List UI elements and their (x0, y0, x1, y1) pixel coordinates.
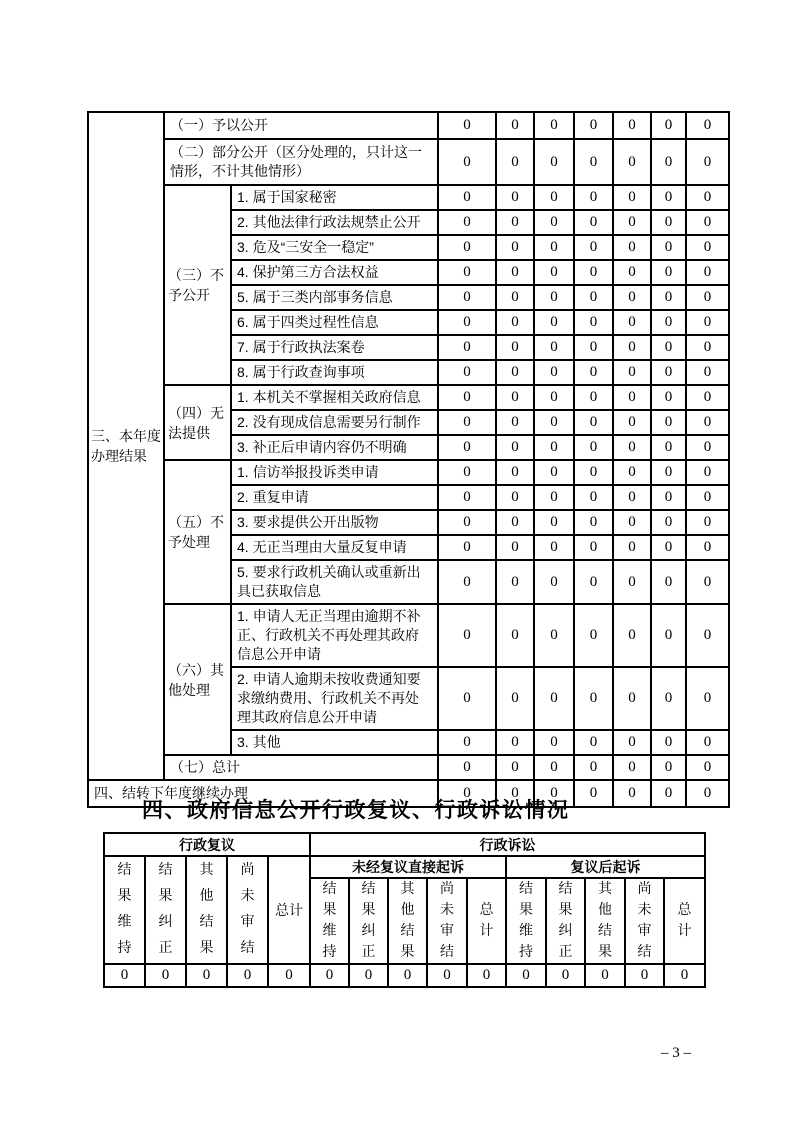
value-cell: 0 (227, 964, 268, 987)
value-cell: 0 (534, 210, 574, 235)
group-header-after-review-suit: 复议后起诉 (506, 856, 705, 878)
group-header-review: 行政复议 (104, 833, 310, 856)
column-header (625, 878, 664, 964)
value-cell: 0 (651, 604, 686, 667)
column-header-label: 结果维持 (322, 882, 337, 960)
value-cell: 0 (438, 755, 496, 780)
value-cell: 0 (613, 285, 651, 310)
value-cell: 0 (613, 560, 651, 604)
value-cell: 0 (613, 235, 651, 260)
column-header (145, 856, 186, 964)
column-header (467, 878, 506, 964)
value-cell: 0 (613, 410, 651, 435)
column-header-label: 总计 (479, 903, 494, 939)
value-cell: 0 (686, 385, 729, 410)
row-label: 3. 危及“三安全一稳定” (231, 235, 438, 260)
value-cell: 0 (651, 112, 686, 139)
value-cell: 0 (651, 730, 686, 755)
column-header-label: 结果纠正 (361, 882, 376, 960)
value-cell: 0 (496, 285, 534, 310)
value-cell: 0 (534, 112, 574, 139)
value-cell: 0 (574, 755, 613, 780)
column-header (310, 878, 349, 964)
column-header (349, 878, 388, 964)
value-cell: 0 (651, 755, 686, 780)
value-cell: 0 (651, 235, 686, 260)
value-cell: 0 (574, 535, 613, 560)
value-cell: 0 (686, 730, 729, 755)
row-label: 1. 属于国家秘密 (231, 185, 438, 210)
value-cell: 0 (613, 139, 651, 185)
value-cell: 0 (438, 139, 496, 185)
value-cell: 0 (574, 385, 613, 410)
column-header (585, 878, 625, 964)
value-cell: 0 (534, 560, 574, 604)
row-label: 1. 本机关不掌握相关政府信息 (231, 385, 438, 410)
column-header-label: 结果维持 (117, 863, 132, 956)
value-cell: 0 (574, 139, 613, 185)
row-label: （一）予以公开 (164, 112, 438, 139)
value-cell: 0 (651, 139, 686, 185)
value-cell: 0 (496, 460, 534, 485)
section-label: （三）不予公开 (164, 185, 231, 385)
column-header (388, 878, 427, 964)
value-cell: 0 (438, 310, 496, 335)
table-row (88, 112, 729, 139)
value-cell: 0 (686, 112, 729, 139)
column-header-label: 结果纠正 (558, 882, 573, 960)
value-cell: 0 (574, 730, 613, 755)
group-header-litigation: 行政诉讼 (310, 833, 705, 856)
column-header (427, 878, 467, 964)
value-cell: 0 (651, 510, 686, 535)
value-cell: 0 (613, 460, 651, 485)
value-cell: 0 (574, 335, 613, 360)
table-row (88, 604, 729, 667)
table-row (88, 185, 729, 210)
value-cell: 0 (686, 335, 729, 360)
value-cell: 0 (686, 139, 729, 185)
table-row (104, 833, 705, 856)
column-header (104, 856, 145, 964)
value-cell: 0 (427, 964, 467, 987)
value-cell: 0 (613, 335, 651, 360)
column-header-label: 总计 (275, 904, 304, 919)
column-header (664, 878, 705, 964)
value-cell: 0 (613, 385, 651, 410)
value-cell: 0 (651, 335, 686, 360)
value-cell: 0 (574, 112, 613, 139)
value-cell: 0 (534, 360, 574, 385)
value-cell: 0 (534, 310, 574, 335)
row-label: 1. 信访举报投诉类申请 (231, 460, 438, 485)
column-header (546, 878, 585, 964)
value-cell: 0 (438, 360, 496, 385)
value-cell: 0 (613, 755, 651, 780)
value-cell: 0 (506, 964, 546, 987)
value-cell: 0 (613, 360, 651, 385)
value-cell: 0 (574, 560, 613, 604)
value-cell: 0 (534, 185, 574, 210)
section-label: （四）无法提供 (164, 385, 231, 460)
value-cell: 0 (651, 410, 686, 435)
value-cell: 0 (534, 385, 574, 410)
row-label: 3. 补正后申请内容仍不明确 (231, 435, 438, 460)
value-cell: 0 (104, 964, 145, 987)
value-cell: 0 (574, 410, 613, 435)
row-label: 5. 要求行政机关确认或重新出具已获取信息 (231, 560, 438, 604)
value-cell: 0 (186, 964, 227, 987)
value-cell: 0 (574, 460, 613, 485)
value-cell: 0 (686, 604, 729, 667)
page-number: – 3 – (661, 1045, 691, 1061)
row-label: 8. 属于行政查询事项 (231, 360, 438, 385)
row-label: 1. 申请人无正当理由逾期不补正、行政机关不再处理其政府信息公开申请 (231, 604, 438, 667)
value-cell: 0 (613, 730, 651, 755)
value-cell: 0 (574, 667, 613, 730)
value-cell: 0 (613, 535, 651, 560)
row-label: 3. 要求提供公开出版物 (231, 510, 438, 535)
column-header (268, 856, 310, 964)
value-cell: 0 (438, 260, 496, 285)
value-cell: 0 (585, 964, 625, 987)
value-cell: 0 (613, 510, 651, 535)
value-cell: 0 (613, 210, 651, 235)
value-cell: 0 (534, 285, 574, 310)
value-cell: 0 (438, 535, 496, 560)
row-label: 2. 没有现成信息需要另行制作 (231, 410, 438, 435)
value-cell: 0 (686, 285, 729, 310)
group-header-direct-suit: 未经复议直接起诉 (310, 856, 506, 878)
value-cell: 0 (686, 210, 729, 235)
value-cell: 0 (349, 964, 388, 987)
value-cell: 0 (268, 964, 310, 987)
row-label: （二）部分公开（区分处理的，只计这一情形，不计其他情形） (164, 139, 438, 185)
review-litigation-table (103, 832, 706, 988)
value-cell: 0 (496, 139, 534, 185)
value-cell: 0 (496, 410, 534, 435)
value-cell: 0 (574, 510, 613, 535)
value-cell: 0 (574, 604, 613, 667)
row-label: 4. 无正当理由大量反复申请 (231, 535, 438, 560)
value-cell: 0 (534, 435, 574, 460)
value-cell: 0 (651, 460, 686, 485)
value-cell: 0 (686, 485, 729, 510)
value-cell: 0 (496, 185, 534, 210)
table-row (104, 964, 705, 987)
value-cell: 0 (613, 604, 651, 667)
value-cell: 0 (496, 667, 534, 730)
column-header-label: 结果纠正 (158, 863, 173, 956)
section-title: 四、政府信息公开行政复议、行政诉讼情况 (142, 799, 570, 822)
value-cell: 0 (438, 285, 496, 310)
value-cell: 0 (651, 260, 686, 285)
value-cell: 0 (686, 560, 729, 604)
value-cell: 0 (438, 604, 496, 667)
annual-results-table (87, 111, 730, 808)
column-header-label: 尚未审结 (440, 882, 455, 960)
value-cell: 0 (686, 535, 729, 560)
value-cell: 0 (686, 460, 729, 485)
column-header-label: 结果维持 (519, 882, 534, 960)
value-cell: 0 (496, 604, 534, 667)
value-cell: 0 (651, 185, 686, 210)
value-cell: 0 (534, 755, 574, 780)
value-cell: 0 (534, 485, 574, 510)
value-cell: 0 (534, 780, 574, 807)
value-cell: 0 (534, 730, 574, 755)
row-group-label: 三、本年度办理结果 (88, 112, 164, 780)
value-cell: 0 (438, 235, 496, 260)
value-cell: 0 (651, 780, 686, 807)
column-header (506, 878, 546, 964)
value-cell: 0 (438, 185, 496, 210)
value-cell: 0 (438, 560, 496, 604)
value-cell: 0 (574, 260, 613, 285)
value-cell: 0 (496, 535, 534, 560)
section-label: （六）其他处理 (164, 604, 231, 755)
value-cell: 0 (651, 360, 686, 385)
row-label: 5. 属于三类内部事务信息 (231, 285, 438, 310)
value-cell: 0 (686, 435, 729, 460)
table-row (88, 460, 729, 485)
value-cell: 0 (496, 730, 534, 755)
row-label: 2. 重复申请 (231, 485, 438, 510)
column-header-label: 其他结果 (598, 882, 613, 960)
value-cell: 0 (686, 780, 729, 807)
value-cell: 0 (651, 560, 686, 604)
value-cell: 0 (546, 964, 585, 987)
value-cell: 0 (613, 780, 651, 807)
value-cell: 0 (438, 410, 496, 435)
column-header-label: 总计 (677, 903, 692, 939)
value-cell: 0 (613, 485, 651, 510)
row-label: 2. 申请人逾期未按收费通知要求缴纳费用、行政机关不再处理其政府信息公开申请 (231, 667, 438, 730)
value-cell: 0 (613, 260, 651, 285)
column-header (227, 856, 268, 964)
value-cell: 0 (651, 535, 686, 560)
value-cell: 0 (613, 185, 651, 210)
value-cell: 0 (438, 510, 496, 535)
value-cell: 0 (625, 964, 664, 987)
value-cell: 0 (496, 560, 534, 604)
value-cell: 0 (574, 285, 613, 310)
value-cell: 0 (613, 667, 651, 730)
value-cell: 0 (438, 667, 496, 730)
value-cell: 0 (686, 667, 729, 730)
value-cell: 0 (496, 335, 534, 360)
row-label: 7. 属于行政执法案卷 (231, 335, 438, 360)
table-row (88, 755, 729, 780)
value-cell: 0 (496, 360, 534, 385)
value-cell: 0 (686, 510, 729, 535)
value-cell: 0 (496, 210, 534, 235)
value-cell: 0 (438, 485, 496, 510)
value-cell: 0 (310, 964, 349, 987)
table-row (88, 385, 729, 410)
row-label: 四、结转下年度继续办理 (88, 780, 438, 807)
value-cell: 0 (651, 385, 686, 410)
value-cell: 0 (686, 235, 729, 260)
column-header (186, 856, 227, 964)
value-cell: 0 (574, 210, 613, 235)
row-label: 2. 其他法律行政法规禁止公开 (231, 210, 438, 235)
value-cell: 0 (651, 485, 686, 510)
value-cell: 0 (534, 410, 574, 435)
row-label: （七）总计 (164, 755, 438, 780)
value-cell: 0 (467, 964, 506, 987)
value-cell: 0 (388, 964, 427, 987)
value-cell: 0 (534, 510, 574, 535)
value-cell: 0 (686, 260, 729, 285)
row-label: 6. 属于四类过程性信息 (231, 310, 438, 335)
value-cell: 0 (574, 485, 613, 510)
value-cell: 0 (574, 435, 613, 460)
section-label: （五）不予处理 (164, 460, 231, 604)
value-cell: 0 (496, 780, 534, 807)
value-cell: 0 (574, 360, 613, 385)
value-cell: 0 (438, 112, 496, 139)
value-cell: 0 (534, 235, 574, 260)
value-cell: 0 (651, 210, 686, 235)
value-cell: 0 (534, 604, 574, 667)
value-cell: 0 (496, 510, 534, 535)
column-header-label: 其他结果 (400, 882, 415, 960)
value-cell: 0 (534, 335, 574, 360)
value-cell: 0 (686, 755, 729, 780)
value-cell: 0 (438, 780, 496, 807)
value-cell: 0 (534, 535, 574, 560)
value-cell: 0 (496, 435, 534, 460)
value-cell: 0 (534, 260, 574, 285)
value-cell: 0 (534, 139, 574, 185)
column-header-label: 其他结果 (199, 863, 214, 956)
value-cell: 0 (438, 730, 496, 755)
table-row (88, 139, 729, 185)
value-cell: 0 (686, 410, 729, 435)
value-cell: 0 (496, 310, 534, 335)
value-cell: 0 (496, 485, 534, 510)
value-cell: 0 (438, 385, 496, 410)
column-header-label: 尚未审结 (240, 863, 255, 956)
value-cell: 0 (438, 210, 496, 235)
table-row (104, 856, 705, 878)
value-cell: 0 (613, 435, 651, 460)
column-header-label: 尚未审结 (637, 882, 652, 960)
value-cell: 0 (574, 235, 613, 260)
value-cell: 0 (613, 310, 651, 335)
value-cell: 0 (496, 112, 534, 139)
value-cell: 0 (686, 360, 729, 385)
value-cell: 0 (613, 112, 651, 139)
value-cell: 0 (438, 460, 496, 485)
value-cell: 0 (651, 667, 686, 730)
value-cell: 0 (496, 235, 534, 260)
value-cell: 0 (574, 310, 613, 335)
value-cell: 0 (438, 435, 496, 460)
value-cell: 0 (145, 964, 186, 987)
value-cell: 0 (686, 310, 729, 335)
row-label: 3. 其他 (231, 730, 438, 755)
value-cell: 0 (574, 780, 613, 807)
value-cell: 0 (664, 964, 705, 987)
value-cell: 0 (438, 335, 496, 360)
value-cell: 0 (496, 385, 534, 410)
row-label: 4. 保护第三方合法权益 (231, 260, 438, 285)
value-cell: 0 (686, 185, 729, 210)
value-cell: 0 (574, 185, 613, 210)
value-cell: 0 (534, 460, 574, 485)
value-cell: 0 (651, 310, 686, 335)
value-cell: 0 (496, 260, 534, 285)
value-cell: 0 (496, 755, 534, 780)
value-cell: 0 (534, 667, 574, 730)
value-cell: 0 (651, 435, 686, 460)
value-cell: 0 (651, 285, 686, 310)
